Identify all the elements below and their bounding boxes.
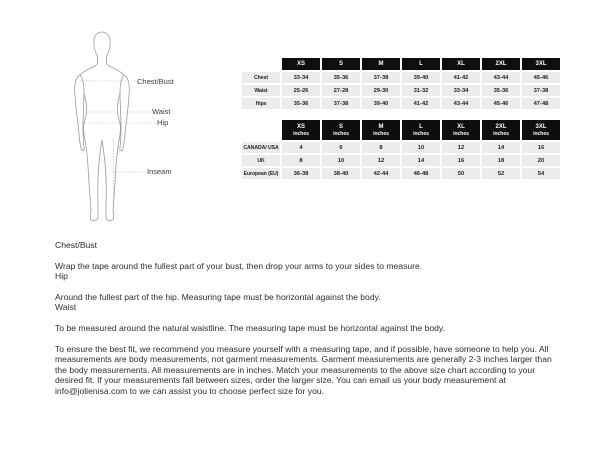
column-header-s-inches [322,120,360,140]
measurement-cell: 43-44 [442,98,480,109]
instruction-heading-waist: Waist [55,302,77,313]
measurement-cell: 35-36 [282,98,320,109]
measurement-cell: 27-28 [322,85,360,96]
measurement-cell: 29-30 [362,85,400,96]
size-cell: 4 [282,142,320,153]
instruction-heading-hip: Hip [55,271,68,282]
size-cell: 16 [442,155,480,166]
size-cell: 12 [442,142,480,153]
left-arm-outline-icon [75,75,85,151]
size-label: XL [457,123,465,130]
table-row-uk [242,155,560,166]
column-header-2xl: 2XL [482,58,520,70]
size-cell: 16 [522,142,560,153]
column-header-m-inches [362,120,400,140]
unit-label: inches [293,130,309,137]
column-header-2xl-inches [482,120,520,140]
size-cell: 14 [482,142,520,153]
table-row-hips [242,98,560,109]
diagram-label-inseam: Inseam [147,167,172,176]
column-header-l-inches [402,120,440,140]
body-outline-icon [80,32,125,221]
measurement-cell: 45-46 [522,72,560,83]
row-label: CANADA/ USA [242,142,280,153]
measurement-cell: 37-38 [522,85,560,96]
measurement-cell: 31-32 [402,85,440,96]
size-cell: 50 [442,168,480,179]
size-label: M [378,123,384,130]
table-row-european-eu [242,168,560,179]
diagram-label-hip: Hip [157,118,169,127]
size-label: 2XL [495,123,507,130]
row-label: Chest [242,72,280,83]
row-label: Hips [242,98,280,109]
size-cell: 46-48 [402,168,440,179]
column-header-xl-inches [442,120,480,140]
unit-label: inches [333,130,349,137]
size-label: 3XL [535,123,547,130]
measurement-cell: 35-36 [482,85,520,96]
column-header-xs-inches [282,120,320,140]
unit-label: inches [413,130,429,137]
size-cell: 8 [362,142,400,153]
size-cell: 14 [402,155,440,166]
size-cell: 42-44 [362,168,400,179]
column-header-3xl: 3XL [522,58,560,70]
measurement-cell: 37-38 [362,72,400,83]
measuring-instructions [55,240,560,396]
measurement-cell: 33-34 [282,72,320,83]
column-header-l: L [402,58,440,70]
measurement-cell: 45-46 [482,98,520,109]
table-header-row [242,120,560,140]
size-cell: 38-40 [322,168,360,179]
column-header-s: S [322,58,360,70]
size-label: XS [296,123,305,130]
column-header-xl: XL [442,58,480,70]
row-label: UK [242,155,280,166]
instruction-text-waist: To be measured around the natural waistline. The measuring tape must be horizontal against the body. [55,323,445,334]
size-cell: 52 [482,168,520,179]
diagram-label-chest-bust: Chest/Bust [137,77,174,86]
measurement-cell: 39-40 [402,72,440,83]
measurement-cell: 37-38 [322,98,360,109]
measurement-cell: 41-42 [442,72,480,83]
table-row-waist [242,85,560,96]
size-cell: 54 [522,168,560,179]
measurement-cell: 43-44 [482,72,520,83]
unit-label: inches [453,130,469,137]
measurement-cell: 47-48 [522,98,560,109]
measurement-cell: 25-26 [282,85,320,96]
unit-label: inches [493,130,509,137]
column-header-3xl-inches [522,120,560,140]
size-cell: 12 [362,155,400,166]
row-label: Waist [242,85,280,96]
body-silhouette [70,28,185,228]
size-label: L [419,123,423,130]
body-measurements-table [240,56,562,111]
column-header-m: M [362,58,400,70]
size-cell: 10 [322,155,360,166]
column-header-xs: XS [282,58,320,70]
measurement-cell: 33-34 [442,85,480,96]
instruction-heading-chest-bust: Chest/Bust [55,240,98,250]
table-row-chest [242,72,560,83]
right-arm-outline-icon [120,75,130,151]
table-header-row [242,58,560,70]
measurement-cell: 35-36 [322,72,360,83]
size-cell: 20 [522,155,560,166]
row-label: European (EU) [242,168,280,179]
diagram-label-waist: Waist [152,107,171,116]
table-row-canada-usa [242,142,560,153]
size-cell: 18 [482,155,520,166]
size-label: S [338,123,343,130]
instruction-text-chest-bust: Wrap the tape around the fullest part of your bust, then drop your arms to your sides to measure. [55,260,423,271]
instruction-text-hip: Around the fullest part of the hip. Measuring tape must be horizontal against the body. [55,292,381,302]
unit-label: inches [373,130,389,137]
sizing-note: To ensure the best fit, we recommend you measure yourself with a measuring tape, and if possible, have someone to help you. All measurements are body measurements, not garment measurements. Garment measurements are generally 2-3 inches larger than the body measurements. All measurements are in inches. Match your measurements to the above size chart according to your desired fit. If your measurements fall between sizes, order the larger size. You can email us your body measurement at info@jolienisa.com to we can assist you to choose perfect size for you. [55,344,552,396]
measurement-cell: 41-42 [402,98,440,109]
size-cell: 6 [322,142,360,153]
unit-label: inches [533,130,549,137]
size-cell: 10 [402,142,440,153]
table-corner-cell [242,58,280,70]
table-corner-cell [242,120,280,140]
size-cell: 8 [282,155,320,166]
measurement-cell: 39-40 [362,98,400,109]
size-cell: 36-38 [282,168,320,179]
size-conversion-table [240,118,562,181]
